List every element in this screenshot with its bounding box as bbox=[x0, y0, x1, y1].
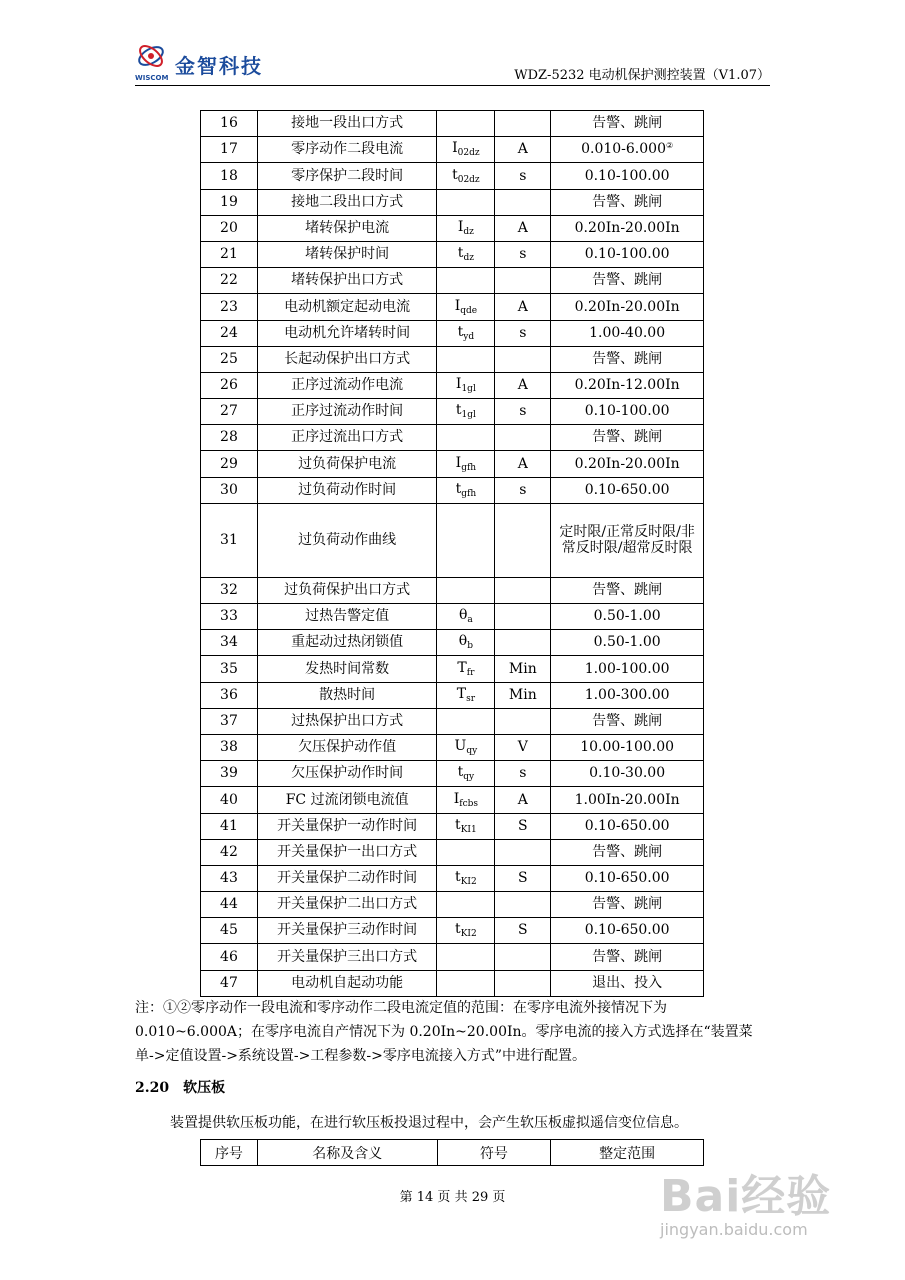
range-value: 10.00-100.00 bbox=[580, 739, 675, 756]
range-value: 告警、跳闸 bbox=[592, 429, 663, 446]
symbol-base: t bbox=[457, 764, 464, 781]
row-range bbox=[551, 839, 704, 865]
symbol-subscript: fr bbox=[466, 667, 475, 678]
row-name: 过热保护出口方式 bbox=[257, 708, 437, 734]
row-name: 开关量保护一动作时间 bbox=[257, 813, 437, 839]
watermark-logo: Bai经验 bbox=[660, 1171, 832, 1222]
row-unit: s bbox=[495, 399, 551, 425]
row-symbol bbox=[437, 320, 495, 346]
row-name: 欠压保护动作值 bbox=[257, 734, 437, 760]
row-symbol bbox=[437, 761, 495, 787]
row-name: 正序过流出口方式 bbox=[257, 425, 437, 451]
row-symbol bbox=[437, 425, 495, 451]
row-symbol bbox=[437, 577, 495, 603]
row-name: 过热告警定值 bbox=[257, 604, 437, 630]
row-range bbox=[551, 813, 704, 839]
row-seq: 42 bbox=[201, 839, 258, 865]
range-value: 0.10-100.00 bbox=[584, 403, 670, 420]
page-header bbox=[135, 38, 770, 88]
row-seq: 16 bbox=[201, 111, 258, 137]
soft-plate-header-row bbox=[201, 1140, 704, 1166]
row-range bbox=[551, 503, 704, 577]
row-unit bbox=[495, 268, 551, 294]
row-name: 接地一段出口方式 bbox=[257, 111, 437, 137]
row-unit: V bbox=[495, 734, 551, 760]
watermark bbox=[640, 1140, 880, 1260]
range-value: 0.10-30.00 bbox=[589, 765, 666, 782]
row-range bbox=[551, 241, 704, 267]
row-seq: 46 bbox=[201, 944, 258, 970]
table-row bbox=[201, 425, 704, 451]
row-unit bbox=[495, 189, 551, 215]
row-unit: s bbox=[495, 241, 551, 267]
row-seq: 27 bbox=[201, 399, 258, 425]
row-symbol bbox=[437, 477, 495, 503]
soft-plate-table bbox=[200, 1139, 704, 1166]
table-row bbox=[201, 294, 704, 320]
row-range bbox=[551, 346, 704, 372]
row-range bbox=[551, 787, 704, 813]
range-value: 0.20In-12.00In bbox=[574, 377, 680, 394]
row-seq: 18 bbox=[201, 163, 258, 189]
row-seq: 43 bbox=[201, 865, 258, 891]
symbol-base: θ bbox=[458, 607, 468, 624]
row-unit bbox=[495, 892, 551, 918]
range-value: 0.10-100.00 bbox=[584, 246, 670, 263]
row-name: 开关量保护二出口方式 bbox=[257, 892, 437, 918]
symbol-subscript: qy bbox=[463, 772, 475, 783]
range-value: 0.20In-20.00In bbox=[574, 298, 680, 315]
header-cell: 符号 bbox=[437, 1140, 551, 1166]
table-row bbox=[201, 813, 704, 839]
row-symbol bbox=[437, 346, 495, 372]
row-symbol bbox=[437, 630, 495, 656]
row-name: 电动机自起动功能 bbox=[257, 970, 437, 996]
row-name: 电动机允许堵转时间 bbox=[257, 320, 437, 346]
row-seq: 38 bbox=[201, 734, 258, 760]
row-name: 零序保护二段时间 bbox=[257, 163, 437, 189]
row-seq: 19 bbox=[201, 189, 258, 215]
row-symbol bbox=[437, 451, 495, 477]
row-seq: 25 bbox=[201, 346, 258, 372]
table-row bbox=[201, 137, 704, 163]
row-seq: 37 bbox=[201, 708, 258, 734]
row-range bbox=[551, 294, 704, 320]
row-range bbox=[551, 425, 704, 451]
section-title: 软压板 bbox=[183, 1080, 226, 1096]
row-name: 开关量保护二动作时间 bbox=[257, 865, 437, 891]
table-row bbox=[201, 241, 704, 267]
range-value: 0.50-1.00 bbox=[593, 608, 661, 625]
range-value: 0.20In-20.00In bbox=[574, 219, 680, 236]
range-value: 0.50-1.00 bbox=[593, 634, 661, 651]
symbol-base: U bbox=[454, 738, 467, 755]
symbol-subscript: 1gl bbox=[461, 410, 476, 421]
table-row bbox=[201, 630, 704, 656]
table-row bbox=[201, 163, 704, 189]
document-title: WDZ-5232 电动机保护测控装置（V1.07） bbox=[514, 68, 770, 83]
footnote-marker: ② bbox=[665, 141, 674, 151]
table-row bbox=[201, 708, 704, 734]
table-row bbox=[201, 761, 704, 787]
row-unit: s bbox=[495, 477, 551, 503]
row-unit: s bbox=[495, 761, 551, 787]
row-unit: A bbox=[495, 451, 551, 477]
row-symbol bbox=[437, 215, 495, 241]
row-range bbox=[551, 734, 704, 760]
row-symbol bbox=[437, 787, 495, 813]
row-symbol bbox=[437, 970, 495, 996]
wiscom-logo-icon bbox=[135, 38, 175, 78]
table-row bbox=[201, 372, 704, 398]
row-name: 散热时间 bbox=[257, 682, 437, 708]
row-seq: 40 bbox=[201, 787, 258, 813]
row-range bbox=[551, 604, 704, 630]
symbol-base: I bbox=[455, 454, 462, 471]
row-unit: s bbox=[495, 320, 551, 346]
range-value: 0.10-100.00 bbox=[584, 167, 670, 184]
row-seq: 24 bbox=[201, 320, 258, 346]
header-cell: 整定范围 bbox=[551, 1140, 704, 1166]
row-range bbox=[551, 630, 704, 656]
row-range bbox=[551, 451, 704, 477]
range-value: 告警、跳闸 bbox=[592, 193, 663, 210]
row-symbol bbox=[437, 163, 495, 189]
row-seq: 39 bbox=[201, 761, 258, 787]
symbol-subscript: sr bbox=[466, 693, 476, 704]
row-seq: 21 bbox=[201, 241, 258, 267]
symbol-base: t bbox=[455, 402, 462, 419]
row-range bbox=[551, 215, 704, 241]
symbol-subscript: 1gl bbox=[461, 384, 476, 395]
symbol-subscript: KI2 bbox=[460, 877, 477, 888]
range-value: 1.00-300.00 bbox=[584, 686, 670, 703]
range-value: 0.10-650.00 bbox=[584, 922, 670, 939]
row-name: 长起动保护出口方式 bbox=[257, 346, 437, 372]
table-row bbox=[201, 399, 704, 425]
table-row bbox=[201, 918, 704, 944]
range-value: 告警、跳闸 bbox=[592, 712, 663, 729]
symbol-subscript: gfh bbox=[461, 462, 477, 473]
row-symbol bbox=[437, 892, 495, 918]
range-value: 告警、跳闸 bbox=[592, 115, 663, 132]
symbol-subscript: dz bbox=[463, 253, 474, 264]
header-cell: 名称及含义 bbox=[257, 1140, 437, 1166]
symbol-base: I bbox=[454, 297, 461, 314]
range-value: 0.010-6.000 bbox=[581, 141, 666, 158]
symbol-subscript: yd bbox=[463, 331, 475, 342]
range-value: 定时限/正常反时限/非常反时限/超常反时限 bbox=[559, 523, 695, 557]
symbol-base: θ bbox=[458, 633, 468, 650]
row-name: 堵转保护时间 bbox=[257, 241, 437, 267]
row-range bbox=[551, 163, 704, 189]
section-number: 2.20 bbox=[135, 1080, 170, 1096]
header-cell: 序号 bbox=[201, 1140, 258, 1166]
symbol-base: I bbox=[452, 140, 458, 157]
symbol-base: I bbox=[453, 790, 460, 807]
row-seq: 34 bbox=[201, 630, 258, 656]
table-row bbox=[201, 970, 704, 996]
row-name: 开关量保护一出口方式 bbox=[257, 839, 437, 865]
logo-text: 金智科技 bbox=[175, 54, 263, 78]
table-row bbox=[201, 320, 704, 346]
row-range bbox=[551, 399, 704, 425]
row-name: 正序过流动作时间 bbox=[257, 399, 437, 425]
range-value: 退出、投入 bbox=[592, 974, 663, 991]
range-value: 0.20In-20.00In bbox=[574, 455, 680, 472]
row-range bbox=[551, 137, 704, 163]
symbol-base: t bbox=[455, 816, 461, 833]
table-row bbox=[201, 346, 704, 372]
row-unit bbox=[495, 577, 551, 603]
table-row bbox=[201, 656, 704, 682]
row-unit bbox=[495, 839, 551, 865]
row-unit: A bbox=[495, 215, 551, 241]
row-range bbox=[551, 761, 704, 787]
symbol-base: t bbox=[455, 921, 461, 938]
row-range bbox=[551, 865, 704, 891]
row-unit: A bbox=[495, 294, 551, 320]
symbol-subscript: 02dz bbox=[457, 174, 480, 185]
row-range bbox=[551, 372, 704, 398]
range-value: 告警、跳闸 bbox=[592, 350, 663, 367]
row-unit bbox=[495, 425, 551, 451]
row-range bbox=[551, 892, 704, 918]
row-symbol bbox=[437, 734, 495, 760]
row-range bbox=[551, 918, 704, 944]
row-symbol bbox=[437, 944, 495, 970]
row-name: 接地二段出口方式 bbox=[257, 189, 437, 215]
row-unit: S bbox=[495, 813, 551, 839]
row-symbol bbox=[437, 813, 495, 839]
table-row bbox=[201, 477, 704, 503]
row-name: 电动机额定起动电流 bbox=[257, 294, 437, 320]
row-name: 堵转保护出口方式 bbox=[257, 268, 437, 294]
row-unit bbox=[495, 604, 551, 630]
table-row bbox=[201, 604, 704, 630]
symbol-base: T bbox=[456, 685, 467, 702]
row-unit bbox=[495, 346, 551, 372]
row-unit: A bbox=[495, 787, 551, 813]
row-seq: 32 bbox=[201, 577, 258, 603]
symbol-base: I bbox=[455, 376, 462, 393]
table-row bbox=[201, 503, 704, 577]
row-symbol bbox=[437, 865, 495, 891]
row-symbol bbox=[437, 294, 495, 320]
symbol-base: t bbox=[455, 480, 462, 497]
row-name: 过负荷动作时间 bbox=[257, 477, 437, 503]
row-seq: 36 bbox=[201, 682, 258, 708]
table-row bbox=[201, 734, 704, 760]
table-row bbox=[201, 215, 704, 241]
row-name: 过负荷保护出口方式 bbox=[257, 577, 437, 603]
row-name: 发热时间常数 bbox=[257, 656, 437, 682]
row-name: FC 过流闭锁电流值 bbox=[257, 787, 437, 813]
row-range bbox=[551, 970, 704, 996]
row-symbol bbox=[437, 708, 495, 734]
row-unit bbox=[495, 944, 551, 970]
table-row bbox=[201, 189, 704, 215]
row-unit: Min bbox=[495, 682, 551, 708]
row-symbol bbox=[437, 604, 495, 630]
row-name: 过负荷保护电流 bbox=[257, 451, 437, 477]
symbol-base: I bbox=[457, 218, 464, 235]
row-range bbox=[551, 577, 704, 603]
row-range bbox=[551, 111, 704, 137]
row-unit bbox=[495, 503, 551, 577]
row-symbol bbox=[437, 111, 495, 137]
watermark-url: jingyan.baidu.com bbox=[660, 1220, 808, 1239]
symbol-subscript: qde bbox=[460, 305, 478, 316]
symbol-subscript: b bbox=[467, 641, 473, 652]
table-row bbox=[201, 111, 704, 137]
table-footnote: 注：①②零序动作一段电流和零序动作二段电流定值的范围：在零序电流外接情况下为 0.010~6.000A；在零序电流自产情况下为 0.20In~20.00In。零序电流的接入方式选择在“装置菜单->定值设置->系统设置->工程参数->零序电流接入方式”中进行配置。 bbox=[135, 1000, 753, 1064]
range-value: 告警、跳闸 bbox=[592, 896, 663, 913]
range-value: 告警、跳闸 bbox=[592, 272, 663, 289]
range-value: 0.10-650.00 bbox=[584, 870, 670, 887]
row-unit: S bbox=[495, 865, 551, 891]
range-value: 1.00-100.00 bbox=[584, 660, 670, 677]
row-name: 开关量保护三动作时间 bbox=[257, 918, 437, 944]
range-value: 0.10-650.00 bbox=[584, 817, 670, 834]
row-seq: 33 bbox=[201, 604, 258, 630]
row-name: 堵转保护电流 bbox=[257, 215, 437, 241]
page-footer: 第 14 页 共 29 页 bbox=[399, 1190, 506, 1205]
row-range bbox=[551, 477, 704, 503]
row-unit bbox=[495, 970, 551, 996]
row-seq: 28 bbox=[201, 425, 258, 451]
symbol-base: T bbox=[457, 659, 467, 676]
row-unit: Min bbox=[495, 656, 551, 682]
row-symbol bbox=[437, 268, 495, 294]
row-name: 零序动作二段电流 bbox=[257, 137, 437, 163]
table-row bbox=[201, 865, 704, 891]
row-symbol bbox=[437, 918, 495, 944]
row-seq: 22 bbox=[201, 268, 258, 294]
range-value: 1.00-40.00 bbox=[589, 324, 666, 341]
row-range bbox=[551, 189, 704, 215]
row-symbol bbox=[437, 372, 495, 398]
settings-table-body bbox=[201, 111, 704, 997]
symbol-subscript: gfh bbox=[461, 488, 477, 499]
row-symbol bbox=[437, 503, 495, 577]
row-seq: 26 bbox=[201, 372, 258, 398]
row-range bbox=[551, 320, 704, 346]
row-unit bbox=[495, 630, 551, 656]
row-symbol bbox=[437, 137, 495, 163]
range-value: 告警、跳闸 bbox=[592, 582, 663, 598]
row-range bbox=[551, 944, 704, 970]
symbol-base: t bbox=[452, 166, 458, 183]
row-range bbox=[551, 708, 704, 734]
row-seq: 20 bbox=[201, 215, 258, 241]
row-range bbox=[551, 656, 704, 682]
symbol-base: t bbox=[457, 323, 464, 340]
row-symbol bbox=[437, 839, 495, 865]
row-symbol bbox=[437, 241, 495, 267]
table-row bbox=[201, 451, 704, 477]
row-symbol bbox=[437, 656, 495, 682]
row-seq: 44 bbox=[201, 892, 258, 918]
logo-subtext: WISCOM bbox=[135, 74, 169, 82]
symbol-subscript: dz bbox=[463, 226, 474, 237]
row-range bbox=[551, 682, 704, 708]
row-seq: 47 bbox=[201, 970, 258, 996]
symbol-subscript: qy bbox=[466, 746, 478, 757]
symbol-subscript: 02dz bbox=[457, 148, 480, 159]
symbol-subscript: fcbs bbox=[459, 798, 479, 809]
row-symbol bbox=[437, 399, 495, 425]
row-name: 欠压保护动作时间 bbox=[257, 761, 437, 787]
header-rule bbox=[135, 85, 770, 86]
symbol-subscript: KI2 bbox=[460, 929, 477, 940]
symbol-base: t bbox=[455, 869, 461, 886]
row-seq: 41 bbox=[201, 813, 258, 839]
symbol-subscript: KI1 bbox=[460, 824, 477, 835]
row-seq: 23 bbox=[201, 294, 258, 320]
row-range bbox=[551, 268, 704, 294]
table-row bbox=[201, 944, 704, 970]
row-seq: 30 bbox=[201, 477, 258, 503]
range-value: 告警、跳闸 bbox=[592, 948, 663, 965]
company-logo bbox=[135, 38, 295, 84]
row-name: 过负荷动作曲线 bbox=[257, 503, 437, 577]
table-row bbox=[201, 787, 704, 813]
settings-table bbox=[200, 110, 704, 997]
table-row bbox=[201, 682, 704, 708]
row-unit: s bbox=[495, 163, 551, 189]
row-unit: A bbox=[495, 372, 551, 398]
row-seq: 29 bbox=[201, 451, 258, 477]
row-name: 重起动过热闭锁值 bbox=[257, 630, 437, 656]
row-name: 开关量保护三出口方式 bbox=[257, 944, 437, 970]
row-seq: 17 bbox=[201, 137, 258, 163]
table-row bbox=[201, 577, 704, 603]
table-row bbox=[201, 268, 704, 294]
row-unit bbox=[495, 708, 551, 734]
row-unit bbox=[495, 111, 551, 137]
table-row bbox=[201, 892, 704, 918]
row-unit: S bbox=[495, 918, 551, 944]
symbol-subscript: a bbox=[467, 615, 473, 626]
range-value: 0.10-650.00 bbox=[584, 481, 670, 498]
row-seq: 35 bbox=[201, 656, 258, 682]
row-unit: A bbox=[495, 137, 551, 163]
table-row bbox=[201, 839, 704, 865]
row-symbol bbox=[437, 682, 495, 708]
row-seq: 31 bbox=[201, 503, 258, 577]
range-value: 告警、跳闸 bbox=[592, 843, 663, 860]
row-seq: 45 bbox=[201, 918, 258, 944]
section-heading bbox=[135, 1077, 225, 1097]
symbol-base: t bbox=[457, 245, 464, 262]
row-symbol bbox=[437, 189, 495, 215]
row-name: 正序过流动作电流 bbox=[257, 372, 437, 398]
range-value: 1.00In-20.00In bbox=[574, 791, 680, 808]
section-body-text: 装置提供软压板功能，在进行软压板投退过程中，会产生软压板虚拟遥信变位信息。 bbox=[170, 1115, 688, 1131]
